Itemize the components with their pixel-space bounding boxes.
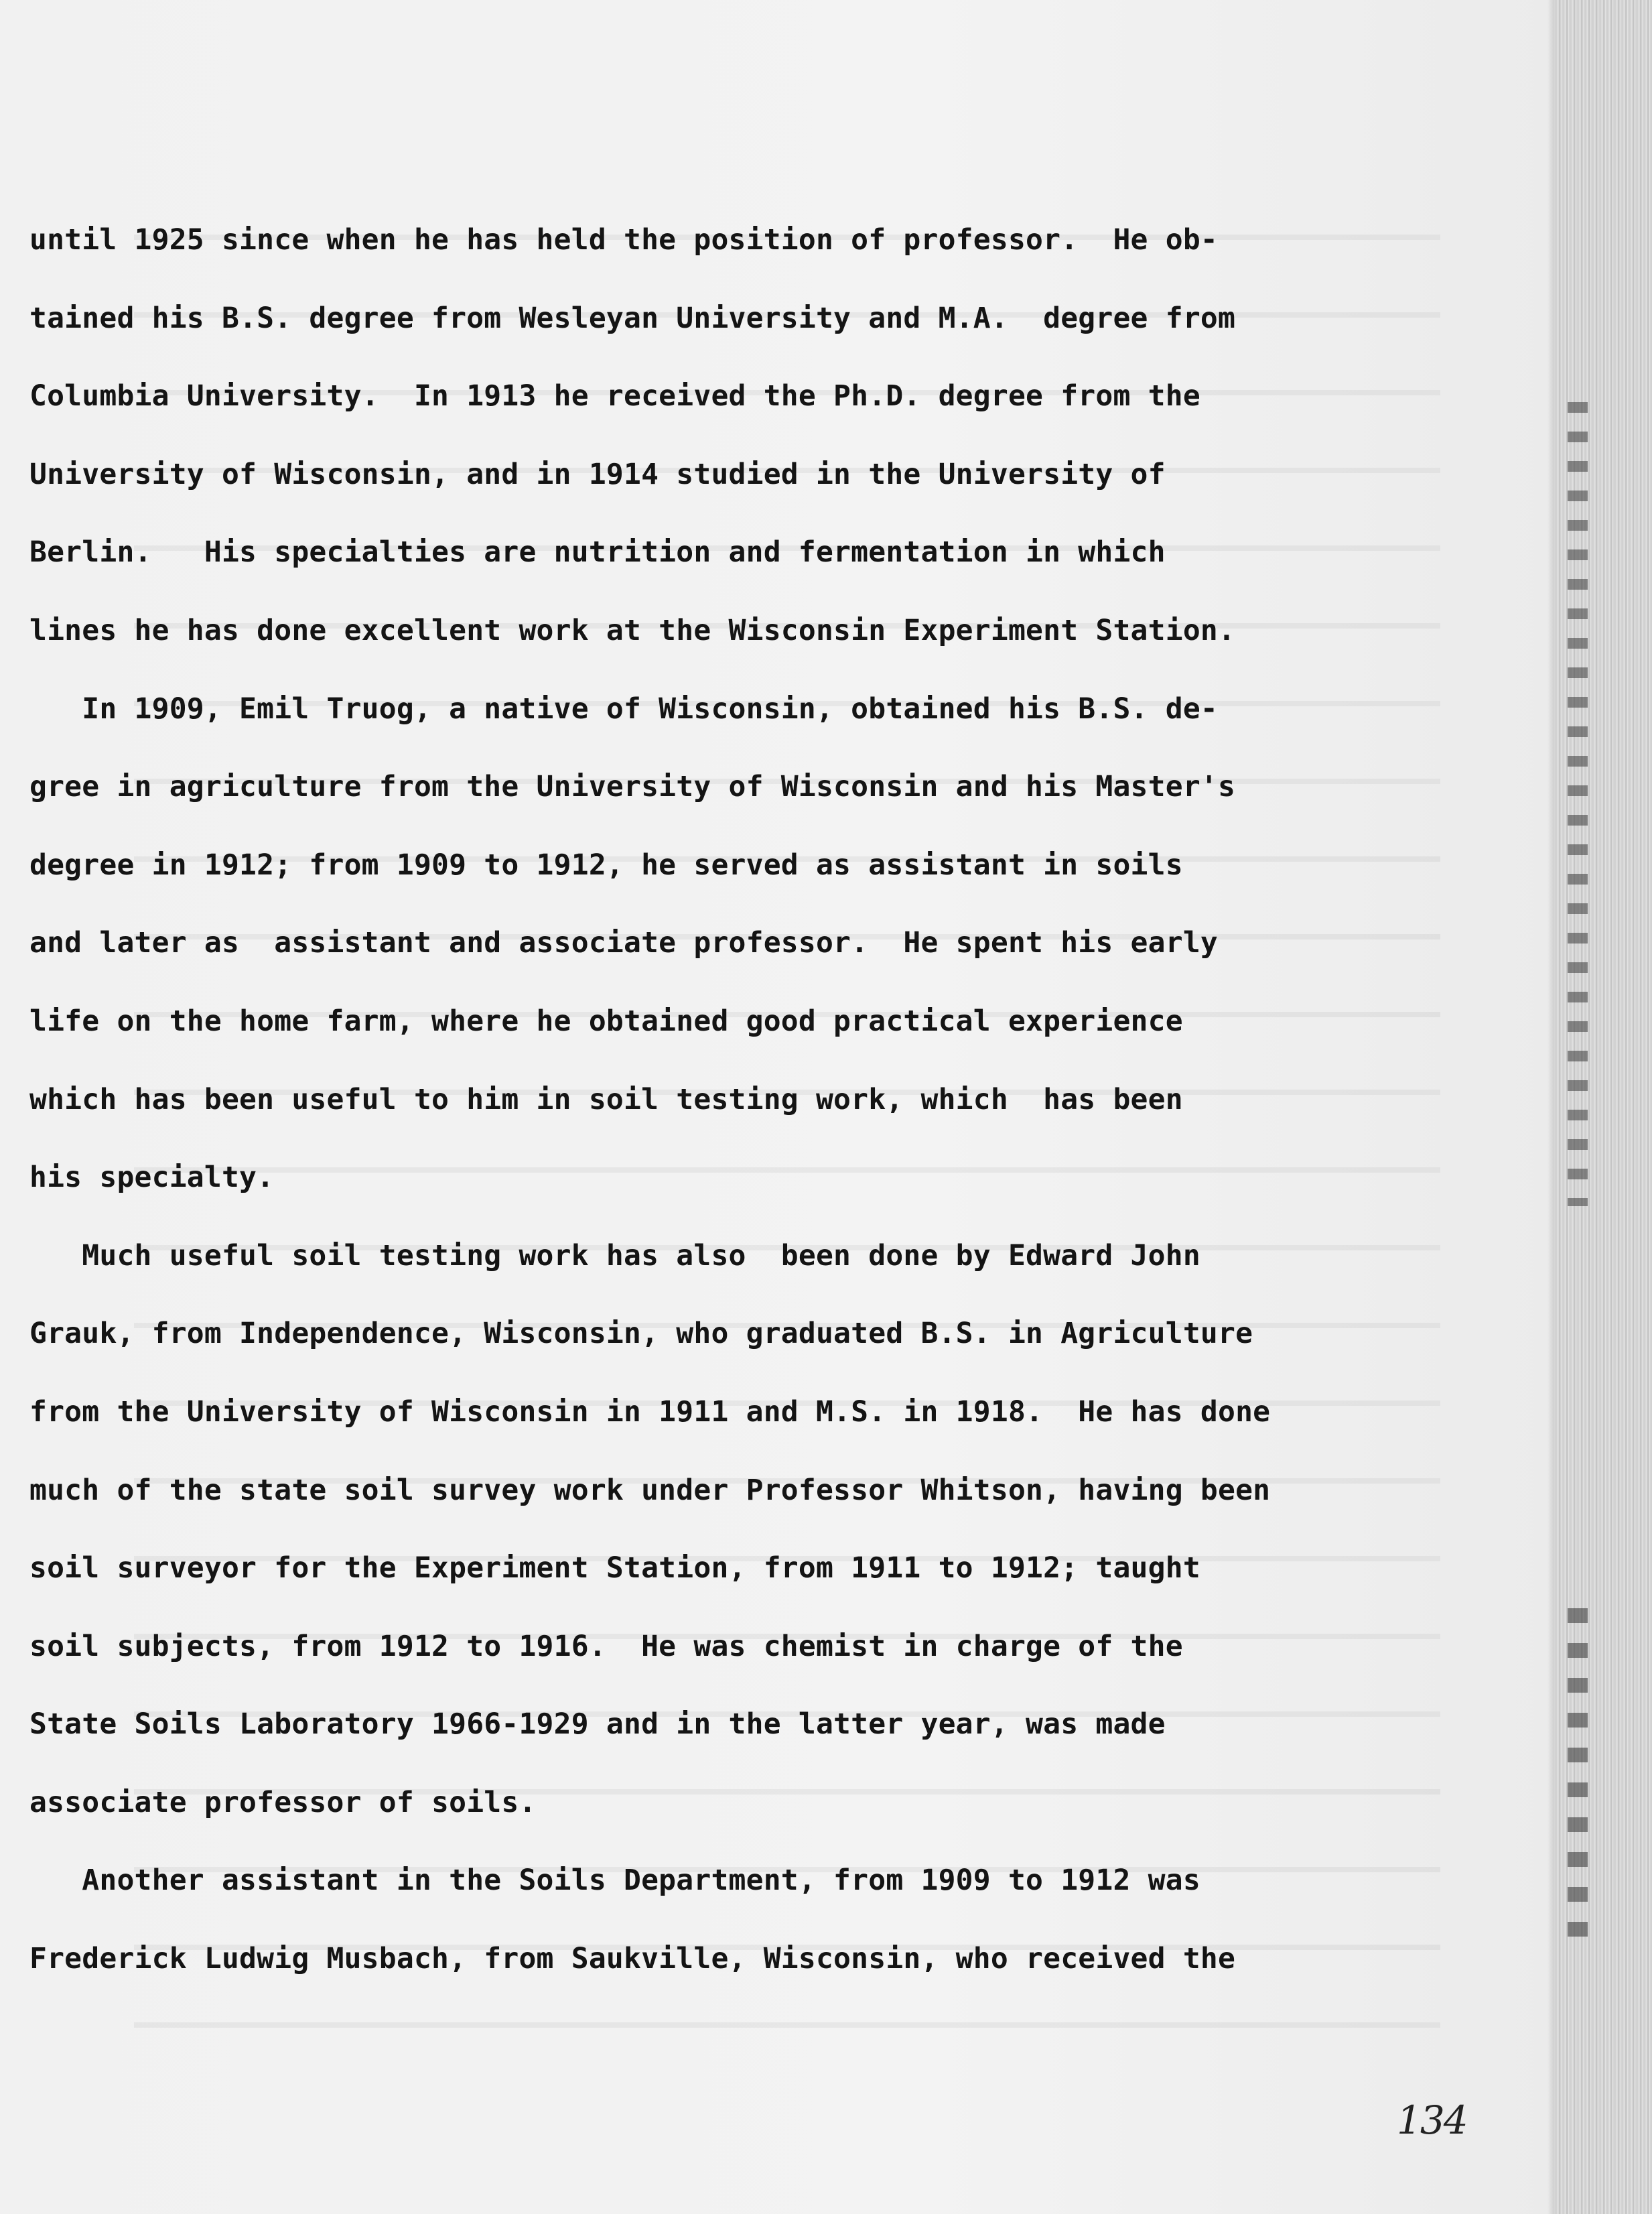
text-line: tained his B.S. degree from Wesleyan University and M.A. degree from [29, 301, 1236, 335]
text-line: and later as assistant and associate professor. He spent his early [29, 926, 1218, 960]
text-line: soil surveyor for the Experiment Station, from 1911 to 1912; taught [29, 1551, 1200, 1585]
text-line: soil subjects, from 1912 to 1916. He was chemist in charge of the [29, 1629, 1183, 1663]
text-line: Grauk, from Independence, Wisconsin, who graduated B.S. in Agriculture [29, 1317, 1253, 1351]
text-line: his specialty. [29, 1161, 275, 1195]
text-line: State Soils Laboratory 1966-1929 and in the latter year, was made [29, 1707, 1166, 1742]
text-line: gree in agriculture from the University of Wisconsin and his Master's [29, 770, 1236, 804]
text-line: from the University of Wisconsin in 1911 and M.S. in 1918. He has done [29, 1394, 1271, 1429]
text-line: University of Wisconsin, and in 1914 studied in the University of [29, 457, 1166, 491]
text-line: associate professor of soils. [29, 1785, 537, 1819]
text-line: life on the home farm, where he obtained good practical experience [29, 1004, 1183, 1038]
text-line: until 1925 since when he has held the position of professor. He ob- [29, 223, 1218, 257]
page-edge-marks [1568, 402, 1588, 1206]
text-line: Berlin. His specialties are nutrition and fermentation in which [29, 535, 1166, 570]
text-line: Frederick Ludwig Musbach, from Saukville, Wisconsin, who received the [29, 1942, 1236, 1976]
text-line: In 1909, Emil Truog, a native of Wisconsin, obtained his B.S. de- [29, 692, 1218, 726]
page-number: 134 [1397, 2097, 1467, 2143]
text-line: lines he has done excellent work at the Wisconsin Experiment Station. [29, 613, 1236, 647]
text-line: which has been useful to him in soil testing work, which has been [29, 1082, 1183, 1116]
text-line: Another assistant in the Soils Department, from 1909 to 1912 was [29, 1864, 1200, 1898]
text-line: degree in 1912; from 1909 to 1912, he served as assistant in soils [29, 848, 1183, 882]
text-line: Much useful soil testing work has also been done by Edward John [29, 1238, 1200, 1273]
body-text [29, 201, 1476, 1998]
text-line: much of the state soil survey work under Professor Whitson, having been [29, 1473, 1271, 1507]
page-edge-marks [1568, 1608, 1588, 1943]
text-line: Columbia University. In 1913 he received the Ph.D. degree from the [29, 379, 1200, 413]
